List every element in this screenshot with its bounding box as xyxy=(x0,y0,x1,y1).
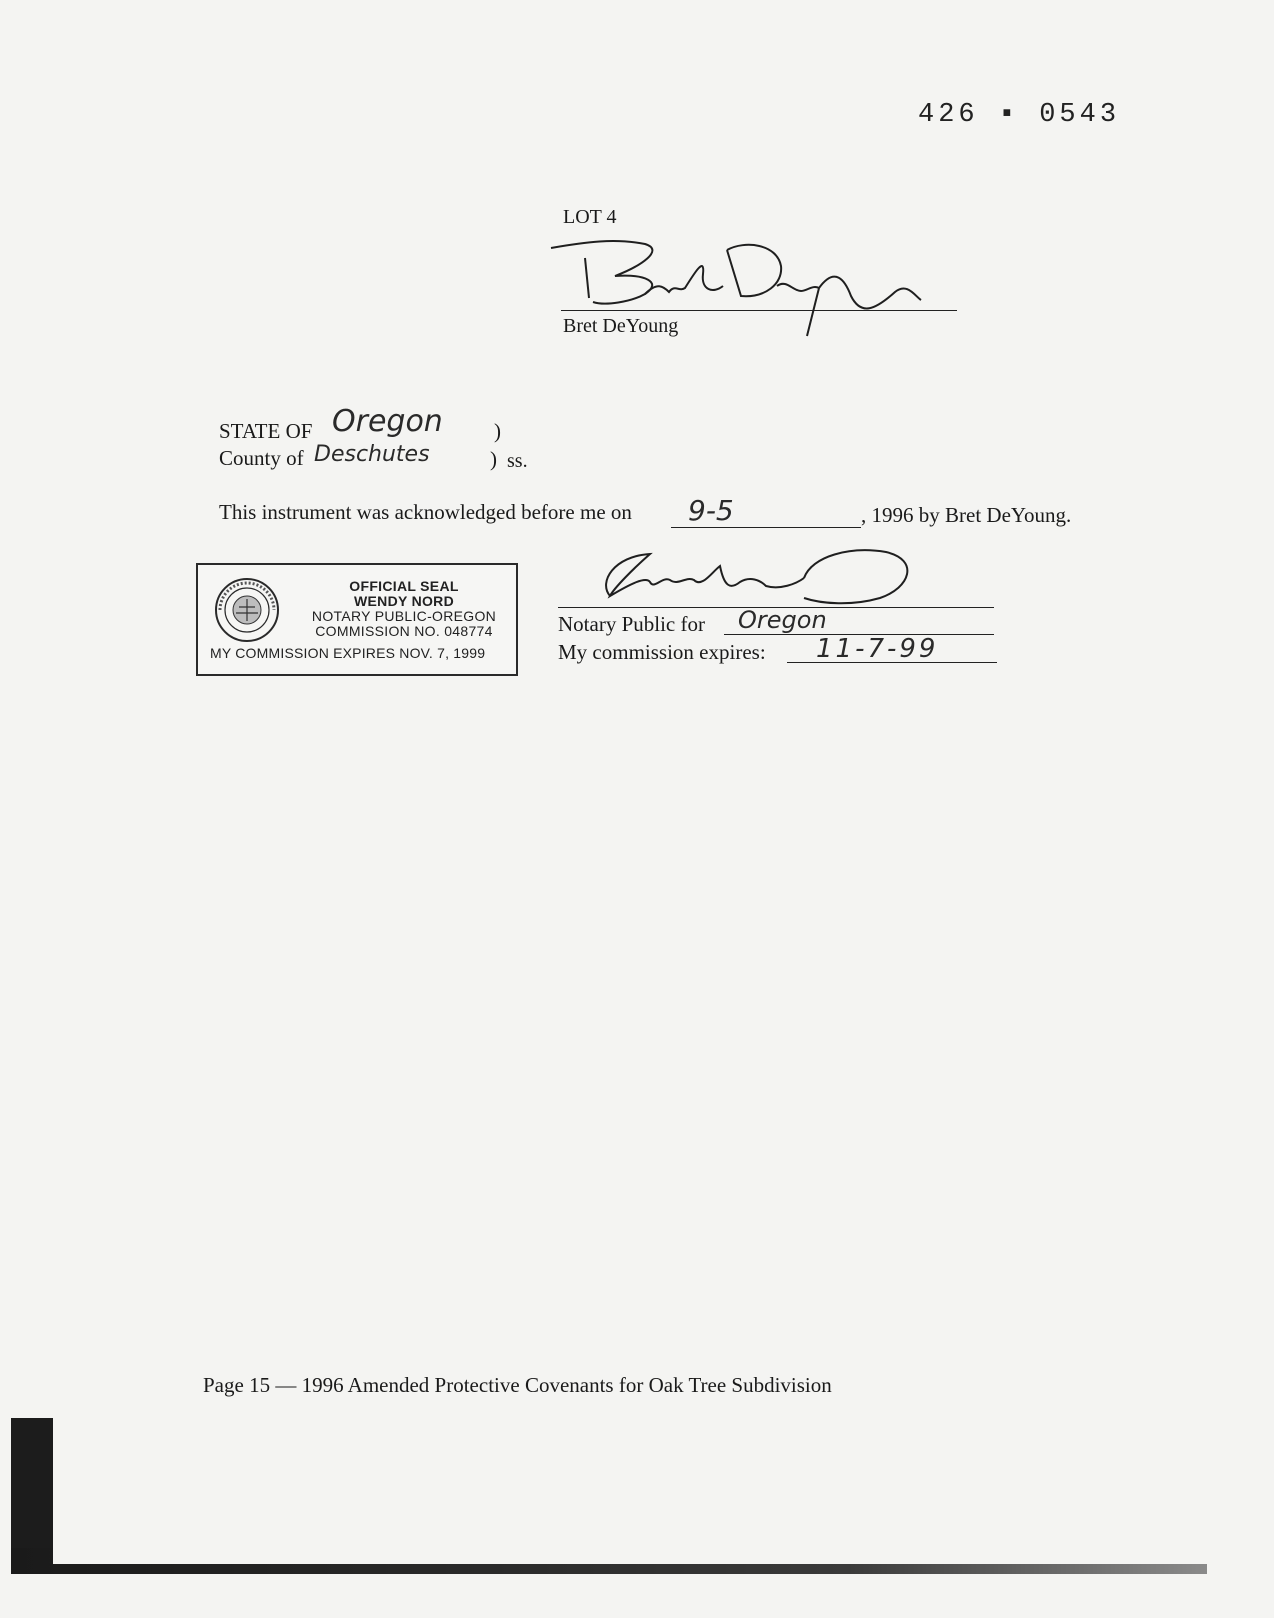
commission-expires-value: 11-7-99 xyxy=(816,634,939,664)
seal-title: OFFICIAL SEAL xyxy=(349,578,459,594)
seal-commission-number: COMMISSION NO. 048774 xyxy=(315,623,493,639)
notary-public-for-label: Notary Public for xyxy=(558,612,705,636)
state-label: STATE OF xyxy=(219,419,313,443)
commission-expires-label: My commission expires: xyxy=(558,640,766,664)
seal-notary-name: WENDY NORD xyxy=(354,593,454,609)
lot-label: LOT 4 xyxy=(563,206,617,228)
state-value: Oregon xyxy=(332,404,443,439)
state-paren: ) xyxy=(494,419,501,443)
seal-notary-state: NOTARY PUBLIC-OREGON xyxy=(311,608,497,624)
county-paren: ) xyxy=(490,447,497,471)
county-value: Deschutes xyxy=(314,442,430,467)
recording-number: 426 ▪ 0543 xyxy=(918,100,1121,130)
grantor-printed-name: Bret DeYoung xyxy=(563,315,679,337)
grantor-signature-line xyxy=(561,310,957,311)
commission-expires-line xyxy=(787,662,997,663)
notary-public-for-value: Oregon xyxy=(738,606,827,634)
ack-suffix: , 1996 by Bret DeYoung. xyxy=(861,503,1072,527)
page-footer: Page 15 — 1996 Amended Protective Covenants for Oak Tree Subdivision xyxy=(203,1373,832,1397)
ack-date-value: 9-5 xyxy=(688,494,734,527)
notary-seal xyxy=(196,563,518,676)
notary-signature xyxy=(590,546,930,612)
oregon-seal-emblem xyxy=(214,577,280,643)
ack-date-line xyxy=(671,527,861,528)
ack-prefix: This instrument was acknowledged before me on xyxy=(219,500,632,524)
ss-label: ss. xyxy=(507,450,528,472)
seal-commission-expires: MY COMMISSION EXPIRES NOV. 7, 1999 xyxy=(210,645,486,661)
county-label: County of xyxy=(219,446,304,470)
scan-edge-inner xyxy=(53,1548,1207,1564)
